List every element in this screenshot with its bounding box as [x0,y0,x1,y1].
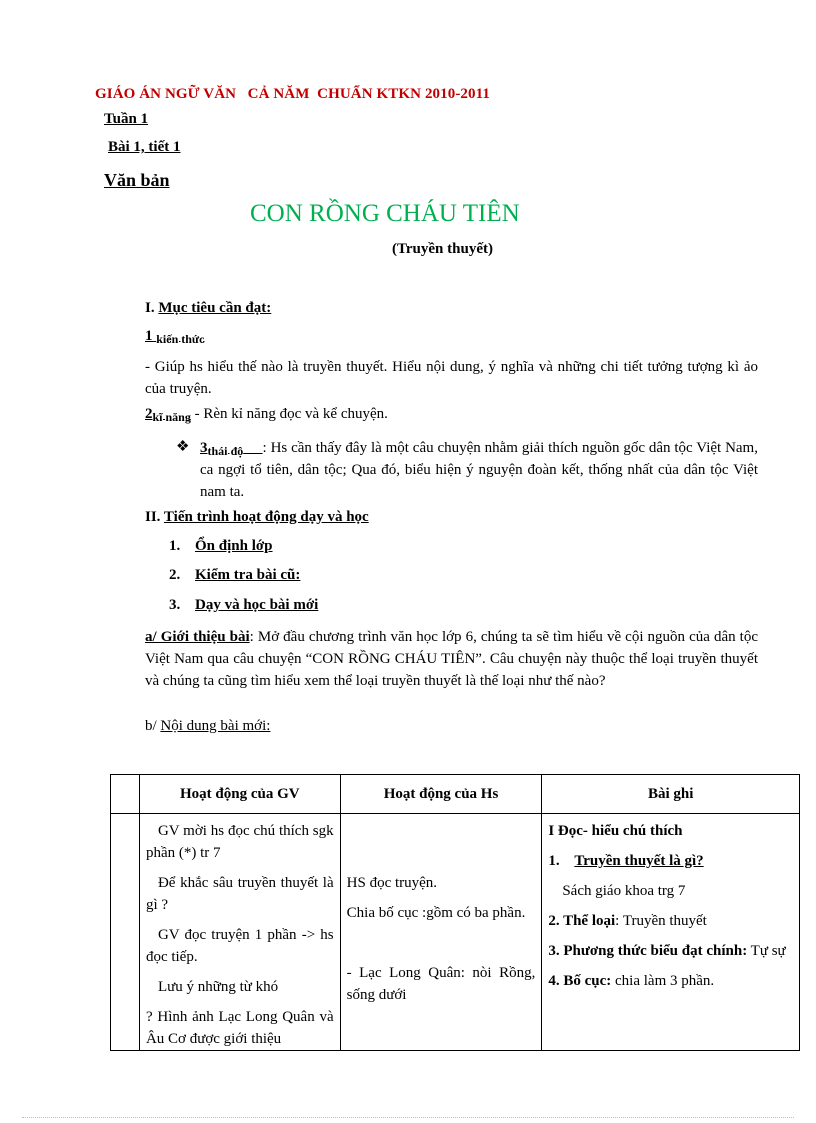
notes-item-label: 2. Thể loại [548,913,616,929]
attitude-paragraph [200,437,758,503]
skill-number: 2 [145,406,153,422]
section2-title: Tiến trình hoạt động dạy và học [163,509,369,525]
table-cell-notes [542,814,800,1051]
knowledge-text: - Giúp hs hiểu thế nào là truyền thuyết. Hiểu nội dung, ý nghĩa và những chi tiết tưởng tượng kì ảo của truyện. [145,359,758,397]
table-header-hs: Hoạt động của Hs [340,775,542,814]
section1-number: I. [145,300,155,316]
table-cell-gv [139,814,340,1051]
section2-heading [145,509,369,526]
notes-item [548,940,793,962]
list-item-number: 3. [169,597,181,613]
story-title: CON RỒNG CHÁU TIÊN [250,200,520,227]
table-header-notes: Bài ghi [542,775,800,814]
notes-item-text: Sách giáo khoa trg 7 [562,883,686,899]
intro-paragraph [145,626,758,692]
list-item-label: Dạy và học bài mới [195,597,319,613]
list-item [169,567,300,584]
notes-heading: I Đọc- hiểu chú thích [548,823,683,839]
skill-label: kĩ năng [152,410,191,424]
gv-paragraph: GV mời hs đọc chú thích sgk phần (*) tr 7 [145,823,334,861]
attitude-label: thái độ [207,444,244,458]
document-title: GIÁO ÁN NGỮ VĂN CẢ NĂM CHUẨN KTKN 2010-2011 [95,86,491,102]
table-row [111,814,800,1051]
page-bottom-divider [22,1117,794,1118]
skill-line [145,406,388,423]
list-item-label: Ổn định lớp [195,538,273,554]
content-heading [145,718,270,735]
table-cell-hs [340,814,542,1051]
gv-paragraph: Lưu ý những từ khó [157,979,279,995]
attitude-bullet-icon: ❖ [176,439,190,455]
lesson-label: Bài 1, tiết 1 [108,139,181,155]
list-item [169,597,318,614]
notes-item-text: Tự sự [747,943,786,959]
knowledge-number: 1 [145,328,153,344]
skill-heading [145,406,191,422]
notes-item [548,910,793,932]
knowledge-label: kiến thức [156,332,205,346]
notes-item-label: 4. Bố cục: [548,973,612,989]
section1-title: Mục tiêu cần đạt: [158,300,272,316]
table-header-gv: Hoạt động của GV [139,775,340,814]
attitude-number: 3 [200,440,208,456]
gv-paragraph: ? Hình ảnh Lạc Long Quân và Âu Cơ được giới thiệu [145,1009,334,1047]
text-type-label: Văn bản [104,170,170,190]
list-item-label: Kiểm tra bài cũ: [195,567,301,583]
hs-paragraph: Chia bố cục :gồm có ba phần. [346,905,526,921]
skill-text: - Rèn kỉ năng đọc và kể chuyện. [190,406,388,422]
intro-text: : Mở đầu chương trình văn học lớp 6, chúng ta sẽ tìm hiểu về cội nguồn của dân tộc Việt Nam qua câu chuyện “CON RỒNG CHÁU TIÊN”. Câu chuyện này thuộc thể loại truyền thuyết và chúng ta cũng tìm hiểu xem thể loại truyền thuyết là thế loại như thế nào? [145,629,758,689]
gv-paragraph: Để khắc sâu truyền thuyết là gì ? [145,875,334,913]
intro-label: a/ Giới thiệu bài [145,629,250,645]
list-item-number: 1. [169,538,181,554]
table-header-blank [111,775,140,814]
table-header-row [111,775,800,814]
notes-item-number: 1. [548,853,560,869]
notes-item [548,970,793,992]
content-prefix: b/ [145,718,161,734]
notes-item-text: chia làm 3 phần. [611,973,715,989]
list-item-number: 2. [169,567,181,583]
attitude-text: : Hs cần thấy đây là một câu chuyện nhằm giải thích nguồn gốc dân tộc Việt Nam, ca ngợi tổ tiên, dân tộc; Qua đó, biểu hiện ý nguyện đoàn kết, thống nhất của dân tộc Việt nam ta. [200,440,758,500]
list-item [169,538,273,555]
table-cell-blank [111,814,140,1051]
section2-number: II. [145,509,161,525]
section1-heading [145,300,271,317]
lesson-table [110,774,800,1051]
hs-paragraph: - Lạc Long Quân: nòi Rồng, sống dưới [346,965,536,1003]
content-label: Nội dung bài mới: [160,718,271,734]
gv-paragraph: GV đọc truyện 1 phần -> hs đọc tiếp. [145,927,334,965]
hs-paragraph: HS đọc truyện. [346,875,438,891]
week-label: Tuần 1 [104,111,149,127]
notes-item-label: 3. Phương thức biểu đạt chính: [548,943,748,959]
notes-item-label: Truyền thuyết là gì? [574,853,704,869]
story-genre: (Truyền thuyết) [392,241,493,257]
knowledge-heading [145,328,204,345]
notes-item-text: : Truyền thuyết [615,913,707,929]
attitude-heading [200,440,263,456]
notes-item [548,850,793,872]
